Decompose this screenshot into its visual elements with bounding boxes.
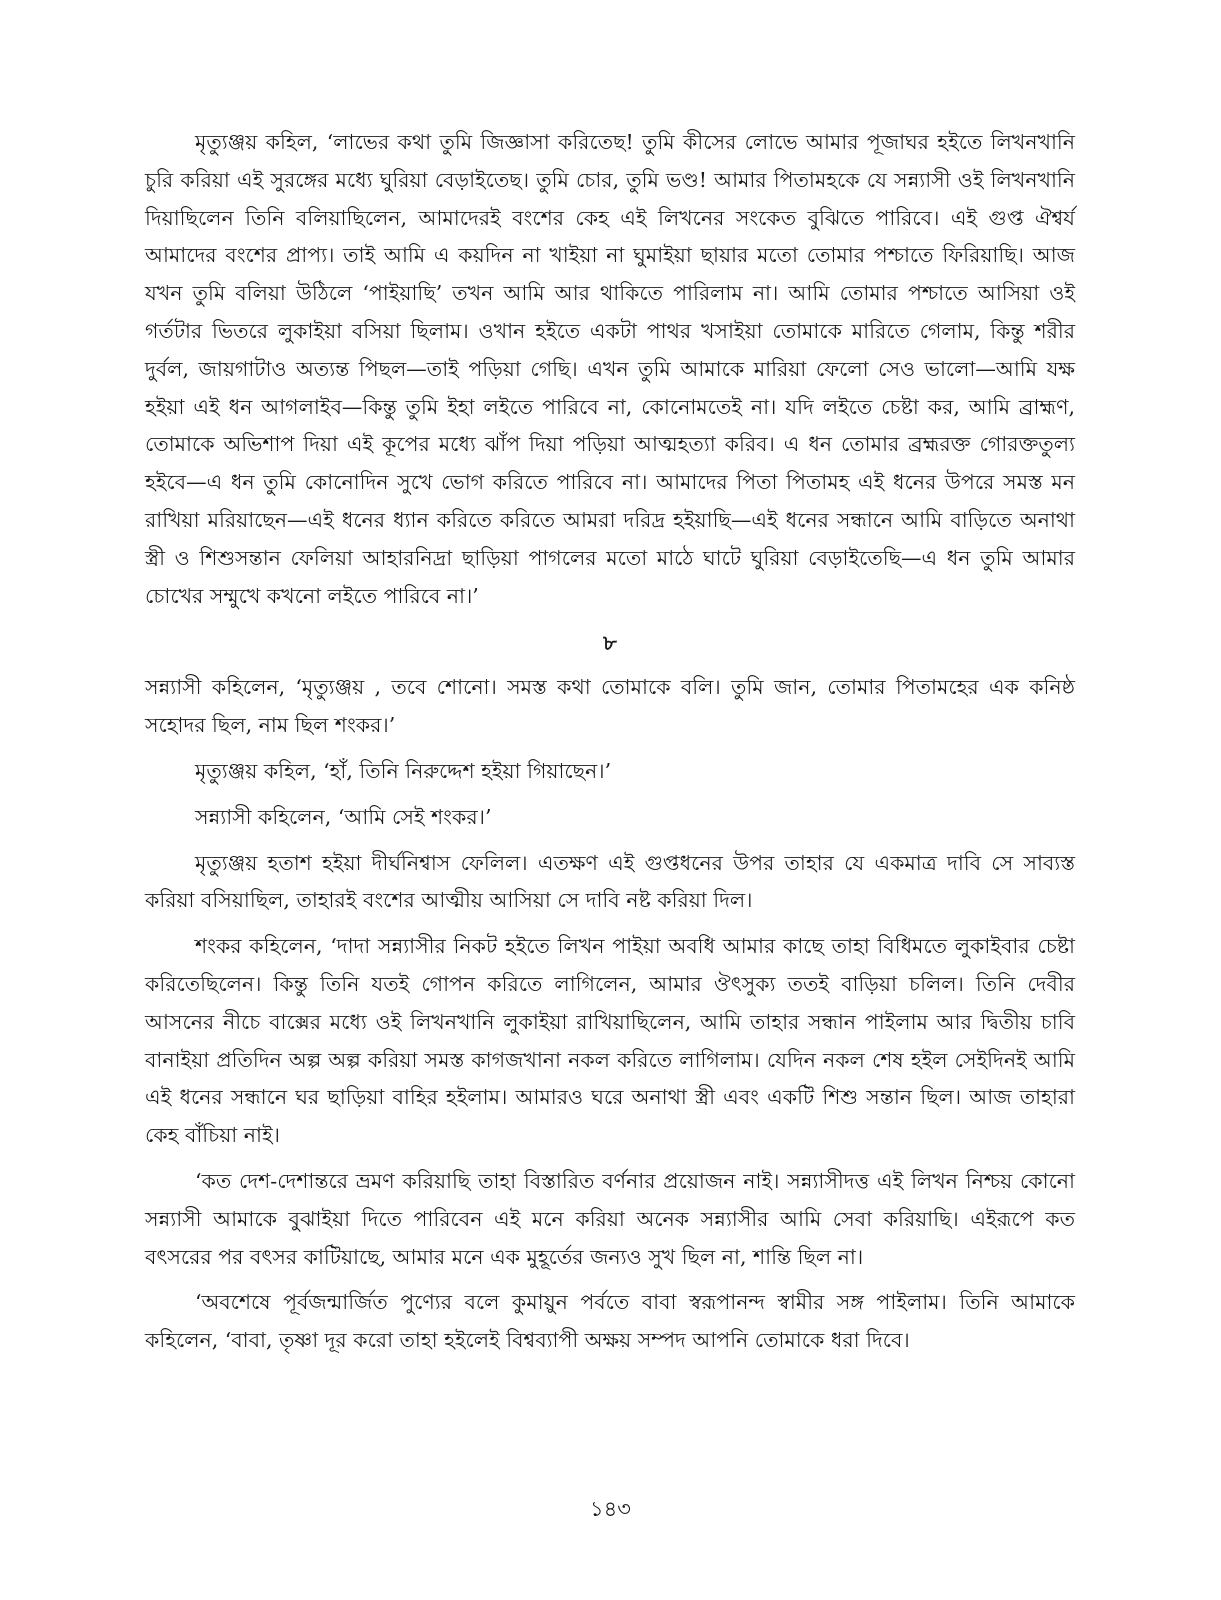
page-number: ১৪৩: [590, 1497, 631, 1521]
paragraph: সন্ন্যাসী কহিলেন, ‘মৃত্যুঞ্জয় , তবে শোনো। সমস্ত কথা তোমাকে বলি। তুমি জান, তোমার পিতামহের এক কনিষ্ঠ সহোদর ছিল, নাম ছিল শংকর।’: [145, 675, 1075, 738]
paragraph: ‘অবশেষে পূর্বজন্মার্জিত পুণ্যের বলে কুমায়ুন পর্বতে বাবা স্বরূপানন্দ স্বামীর সঙ্গ পাইলাম। তিনি আমাকে কহিলেন, ‘বাবা, তৃষ্ণা দূর করো তাহা হইলেই বিশ্বব্যাপী অক্ষয় সম্পদ আপনি তোমাকে ধরা দিবে।: [145, 1290, 1075, 1353]
page-body: [145, 124, 1075, 1360]
paragraph: শংকর কহিলেন, ‘দাদা সন্ন্যাসীর নিকট হইতে লিখন পাইয়া অবধি আমার কাছে তাহা বিধিমতে লুকাইবার চেষ্টা করিতেছিলেন। কিন্তু তিনি যতই গোপন করিতে লাগিলেন, আমার ঔৎসুক্য ততই বাড়িয়া চলিল। তিনি দেবীর আসনের নীচে বাক্সের মধ্যে ওই লিখনখানি লুকাইয়া রাখিয়াছিলেন, আমি তাহার সন্ধান পাইলাম আর দ্বিতীয় চাবি বানাইয়া প্রতিদিন অল্প অল্প করিয়া সমস্ত কাগজখানা নকল করিতে লাগিলাম। যেদিন নকল শেষ হইল সেইদিনই আমি এই ধনের সন্ধানে ঘর ছাড়িয়া বাহির হইলাম। আমারও ঘরে অনাথা স্ত্রী এবং একটি শিশু সন্তান ছিল। আজ তাহারা কেহ বাঁচিয়া নাই।: [145, 934, 1075, 1148]
paragraph: মৃত্যুঞ্জয় কহিল, ‘হাঁ, তিনি নিরুদ্দেশ হইয়া গিয়াছেন।’: [195, 758, 612, 783]
paragraph: ‘কত দেশ-দেশান্তরে ভ্রমণ করিয়াছি তাহা বিস্তারিত বর্ণনার প্রয়োজন নাই। সন্ন্যাসীদত্ত এই লিখন নিশ্চয় কোনো সন্ন্যাসী আমাকে বুঝাইয়া দিতে পারিবেন এই মনে করিয়া অনেক সন্ন্যাসীর আমি সেবা করিয়াছি। এইরূপে কত বৎসরের পর বৎসর কাটিয়াছে, আমার মনে এক মুহূর্তের জন্যও সুখ ছিল না, শান্তি ছিল না।: [145, 1168, 1075, 1269]
paragraph: মৃত্যুঞ্জয় হতাশ হইয়া দীর্ঘনিশ্বাস ফেলিল। এতক্ষণ এই গুপ্তধনের উপর তাহার যে একমাত্র দাবি সে সাব্যস্ত করিয়া বসিয়াছিল, তাহারই বংশের আত্মীয় আসিয়া সে দাবি নষ্ট করিয়া দিল।: [145, 850, 1075, 913]
paragraph: মৃত্যুঞ্জয় কহিল, ‘লাভের কথা তুমি জিজ্ঞাসা করিতেছ! তুমি কীসের লোভে আমার পূজাঘর হইতে লিখনখানি চুরি করিয়া এই সুরঙ্গের মধ্যে ঘুরিয়া বেড়াইতেছ। তুমি চোর, তুমি ভণ্ড! আমার পিতামহকে যে সন্ন্যাসী ওই লিখনখানি দিয়াছিলেন তিনি বলিয়াছিলেন, আমাদেরই বংশের কেহ এই লিখনের সংকেত বুঝিতে পারিবে। এই গুপ্ত ঐশ্বর্য আমাদের বংশের প্রাপ্য। তাই আমি এ কয়দিন না খাইয়া না ঘুমাইয়া ছায়ার মতো তোমার পশ্চাতে ফিরিয়াছি। আজ যখন তুমি বলিয়া উঠিলে ‘পাইয়াছি’ তখন আমি আর থাকিতে পারিলাম না। আমি তোমার পশ্চাতে আসিয়া ওই গর্তটার ভিতরে লুকাইয়া বসিয়া ছিলাম। ওখান হইতে একটা পাথর খসাইয়া তোমাকে মারিতে গেলাম, কিন্তু শরীর দুর্বল, জায়গাটাও অত্যন্ত পিছল—তাই পড়িয়া গেছি। এখন তুমি আমাকে মারিয়া ফেলো সেও ভালো—আমি যক্ষ হইয়া এই ধন আগলাইব—কিন্তু তুমি ইহা লইতে পারিবে না, কোনোমতেই না। যদি লইতে চেষ্টা কর, আমি ব্রাহ্মণ, তোমাকে অভিশাপ দিয়া এই কূপের মধ্যে ঝাঁপ দিয়া পড়িয়া আত্মহত্যা করিব। এ ধন তোমার ব্রহ্মরক্ত গোরক্ততুল্য হইবে—এ ধন তুমি কোনোদিন সুখে ভোগ করিতে পারিবে না। আমাদের পিতা পিতামহ এই ধনের উপরে সমস্ত মন রাখিয়া মরিয়াছেন—এই ধনের ধ্যান করিতে করিতে আমরা দরিদ্র হইয়াছি—এই ধনের সন্ধানে আমি বাড়িতে অনাথা স্ত্রী ও শিশুসন্তান ফেলিয়া আহারনিদ্রা ছাড়িয়া পাগলের মতো মাঠে ঘাটে ঘুরিয়া বেড়াইতেছি—এ ধন তুমি আমার চোখের সম্মুখে কখনো লইতে পারিবে না।’: [145, 130, 1075, 608]
paragraph: সন্ন্যাসী কহিলেন, ‘আমি সেই শংকর।’: [195, 804, 492, 829]
section-number: ৮: [603, 630, 617, 656]
